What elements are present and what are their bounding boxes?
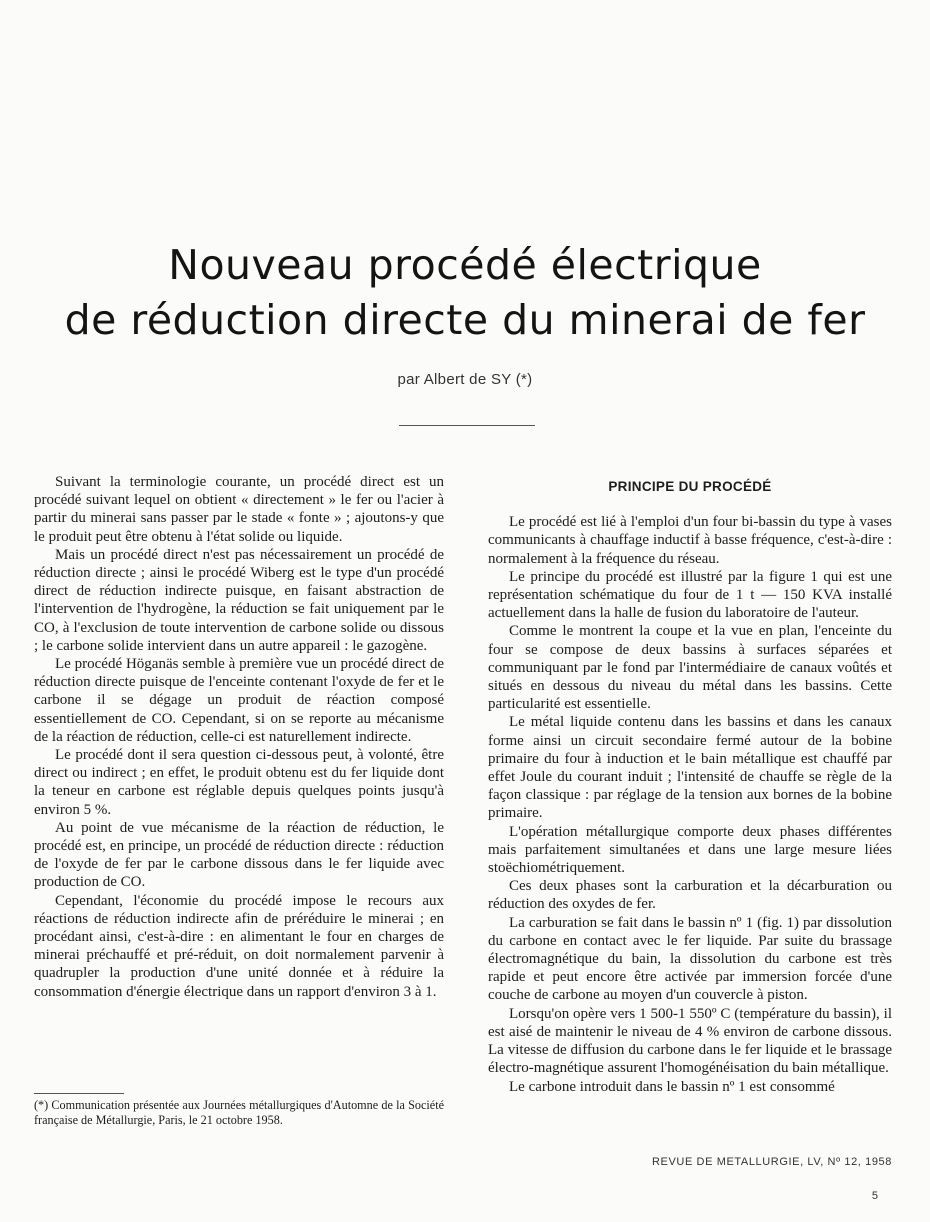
page-number: 5 [871,1190,878,1202]
paragraph: Le métal liquide contenu dans les bassins et dans les canaux forme ainsi un circuit secondaire fermé autour de la bobine primaire du four à induction et le bain métallique est chauffé par effet Joule du courant induit ; l'intensité de chauffe se règle de la façon classique : par réglage de la tension aux bornes de la bobine primaire. [488,714,892,822]
paragraph: La carburation se fait dans le bassin nº 1 (fig. 1) par dissolution du carbone en contact avec le fer liquide. Par suite du brassage électromagnétique du bain, la dissolution du carbone est très rapide et peut encore être activée par immersion forcée d'une couche de carbone au moyen d'un couvercle à piston. [488,914,892,1004]
paragraph: Mais un procédé direct n'est pas nécessairement un procédé de réduction directe ; ainsi le procédé Wiberg est le type d'un procédé direct de réduction indirecte puisque, en faisant abstraction de l'intervention de l'hydrogène, la réduction se fait uniquement par le CO, à l'exclusion de toute intervention de carbone solide ou dissous ; le carbone solide intervient dans un autre appareil : le gazogène. [34,546,444,654]
paragraph: Lorsqu'on opère vers 1 500-1 550º C (température du bassin), il est aisé de maintenir le niveau de 4 % environ de carbone dissous. La vitesse de diffusion du carbone dans le fer liquide et le brassage électro-magnétique assurent l'homogénéisation du bain métallique. [488,1005,892,1077]
paragraph: Suivant la terminologie courante, un procédé direct est un procédé suivant lequel on obtient « directement » le fer ou l'acier à partir du minerai sans passer par le stade « fonte » ; ajoutons-y que le produit peut être obtenu à l'état solide ou liquide. [34,474,444,545]
paragraph: Ces deux phases sont la carburation et la décarburation ou réduction des oxydes de fer. [488,878,892,913]
paragraph: Le procédé est lié à l'emploi d'un four bi-bassin du type à vases communicants à chauffage inductif à basse fréquence, c'est-à-dire : normalement à la fréquence du réseau. [488,514,892,567]
journal-footer: REVUE DE METALLURGIE, LV, Nº 12, 1958 [652,1156,892,1168]
paragraph: Au point de vue mécanisme de la réaction de réduction, le procédé est, en principe, un procédé de réduction directe : réduction de l'oxyde de fer par le carbone dissous dans le fer liquide avec production de CO. [34,819,444,891]
right-column [488,478,892,1096]
paragraph: Le carbone introduit dans le bassin nº 1 est consommé [509,1078,835,1095]
paragraph: Le principe du procédé est illustré par la figure 1 qui est une représentation schématique du four de 1 t — 150 KVA installé actuellement dans la halle de fusion du laboratoire de l'auteur. [488,568,892,622]
footnote-divider [34,1093,124,1094]
paragraph: Cependant, l'économie du procédé impose le recours aux réactions de réduction indirecte afin de préréduire le minerai ; en procédant ainsi, c'est-à-dire : en alimentant le four en charges de minerai préchauffé et pré-réduit, on doit normalement parvenir à quadrupler la production d'une unité donnée et à réduire la consommation d'énergie électrique dans un rapport d'environ 3 à 1. [34,892,444,1000]
paragraph: Comme le montrent la coupe et la vue en plan, l'enceinte du four se compose de deux bassins à surfaces séparées et communiquant par le fond par l'intermédiaire de canaux voûtés et situés en dessous du niveau du métal dans les bassins. Cette particularité est essentielle. [488,623,892,713]
paragraph: Le procédé Höganäs semble à première vue un procédé direct de réduction directe puisque de l'enceinte contenant l'oxyde de fer et le carbone il se dégage un produit de réaction composé essentiellement de CO. Cependant, si on se reporte au mécanisme de la réaction de réduction, celle-ci est naturellement indirecte. [34,656,444,745]
left-column [34,473,444,1001]
article-title [0,238,930,348]
author-byline: par Albert de SY (*) [397,371,533,388]
title-line-1: Nouveau procédé électrique [168,241,762,289]
title-divider [399,425,535,426]
section-title: PRINCIPE DU PROCÉDÉ [608,479,772,494]
title-line-2: de réduction directe du minerai de fer [64,296,866,344]
paragraph: L'opération métallurgique comporte deux phases différentes mais parfaitement simultanées et dans une large mesure liées stoëchiométriquement. [488,823,892,877]
paragraph: Le procédé dont il sera question ci-dessous peut, à volonté, être direct ou indirect ; en effet, le produit obtenu est du fer liquide dont la teneur en carbone est réglable depuis quelques points jusqu'à environ 5 %. [34,747,444,818]
footnote: (*) Communication présentée aux Journées métallurgiques d'Automne de la Société française de Métallurgie, Paris, le 21 octobre 1958. [34,1098,444,1127]
